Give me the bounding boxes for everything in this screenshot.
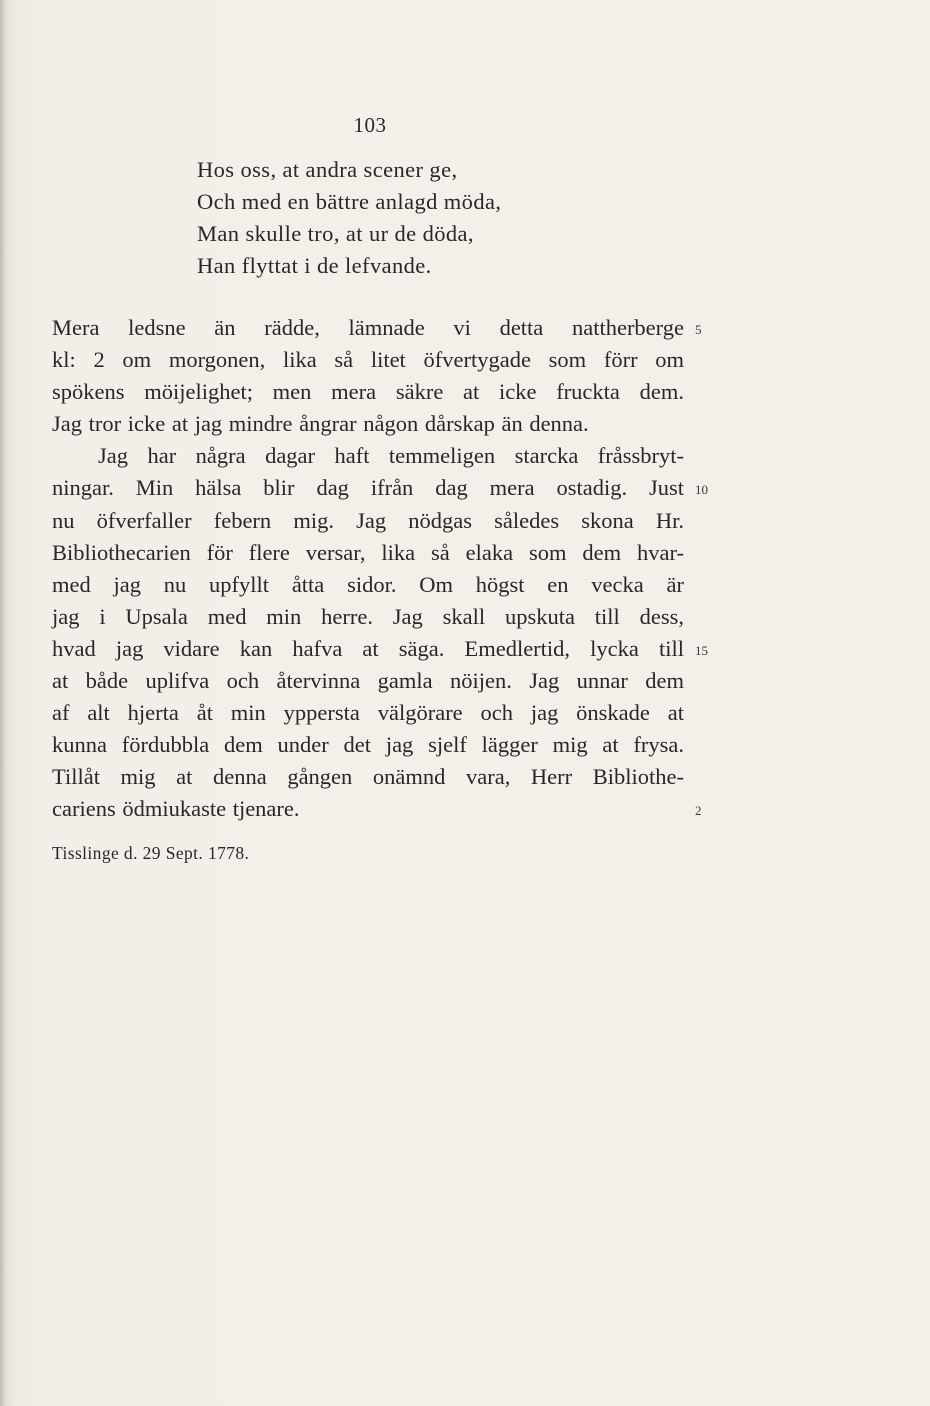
binding-edge: [0, 0, 6, 1406]
prose-line: [52, 312, 702, 344]
prose-line-text: Jag tror icke at jag mindre ångrar någon dårskap än denna.: [52, 411, 589, 437]
prose-line-text: kunna fördubbla dem under det jag sjelf lägger mig at frysa.: [52, 732, 684, 758]
prose-paragraphs: [52, 312, 708, 826]
prose-line: [52, 569, 684, 601]
verse-line: Och med en bättre anlagd möda,: [197, 189, 502, 214]
prose-line: [52, 408, 684, 440]
line-number-marker: 15: [695, 642, 708, 658]
prose-line: [52, 537, 684, 569]
prose-line: [52, 761, 684, 793]
prose-line: [52, 440, 684, 472]
prose-line: [52, 697, 684, 729]
page-number: 103: [353, 113, 387, 137]
prose-line: [52, 344, 684, 376]
prose-line-text: Bibliothecarien för flere versar, lika så elaka som dem hvar-: [52, 539, 684, 565]
verse-line: Hos oss, at andra scener ge,: [197, 157, 458, 182]
prose-line-text: jag i Upsala med min herre. Jag skall upskuta till dess,: [52, 603, 684, 629]
prose-line-text: nu öfverfaller febern mig. Jag nödgas således skona Hr.: [52, 507, 684, 533]
prose-line-text: Mera ledsne än rädde, lämnade vi detta nattherberge: [52, 315, 684, 340]
prose-line: [52, 665, 684, 697]
prose-line-text: af alt hjerta åt min yppersta välgörare och jag önskade at: [52, 700, 684, 726]
prose-line-text: Tillåt mig at denna gången onämnd vara, Herr Bibliothe-: [52, 764, 684, 790]
line-number-marker: 5: [695, 322, 702, 337]
prose-line-text: med jag nu upfyllt åtta sidor. Om högst en vecka är: [52, 571, 684, 597]
prose-line: [52, 633, 708, 665]
prose-line: [52, 505, 684, 537]
line-number-marker: 2: [695, 803, 702, 819]
line-number-marker: 10: [695, 482, 708, 498]
letter-signoff: Tisslinge d. 29 Sept. 1778.: [52, 843, 250, 863]
prose-line-text: cariens ödmiukaste tjenare.: [52, 796, 300, 822]
verse-line: Man skulle tro, at ur de döda,: [197, 221, 474, 246]
prose-line-text: ningar. Min hälsa blir dag ifrån dag mera ostadig. Just: [52, 475, 684, 501]
verse-line: Han flyttat i de lefvande.: [197, 253, 432, 278]
prose-line-text: spökens möijelighet; men mera säkre at icke fruckta dem.: [52, 379, 684, 405]
prose-line: [52, 729, 684, 761]
prose-line-text: Jag har några dagar haft temmeligen starcka fråssbryt-: [98, 443, 684, 469]
prose-line: [52, 376, 684, 408]
prose-line-text: at både uplifva och återvinna gamla nöijen. Jag unnar dem: [52, 668, 684, 694]
verse-stanza: [197, 154, 501, 282]
prose-line: [52, 472, 708, 504]
prose-line: [52, 601, 684, 633]
prose-line: [52, 793, 702, 825]
prose-line-text: kl: 2 om morgonen, lika så litet öfvertygade som förr om: [52, 347, 684, 373]
prose-line-text: hvad jag vidare kan hafva at säga. Emedlertid, lycka till: [52, 635, 684, 661]
